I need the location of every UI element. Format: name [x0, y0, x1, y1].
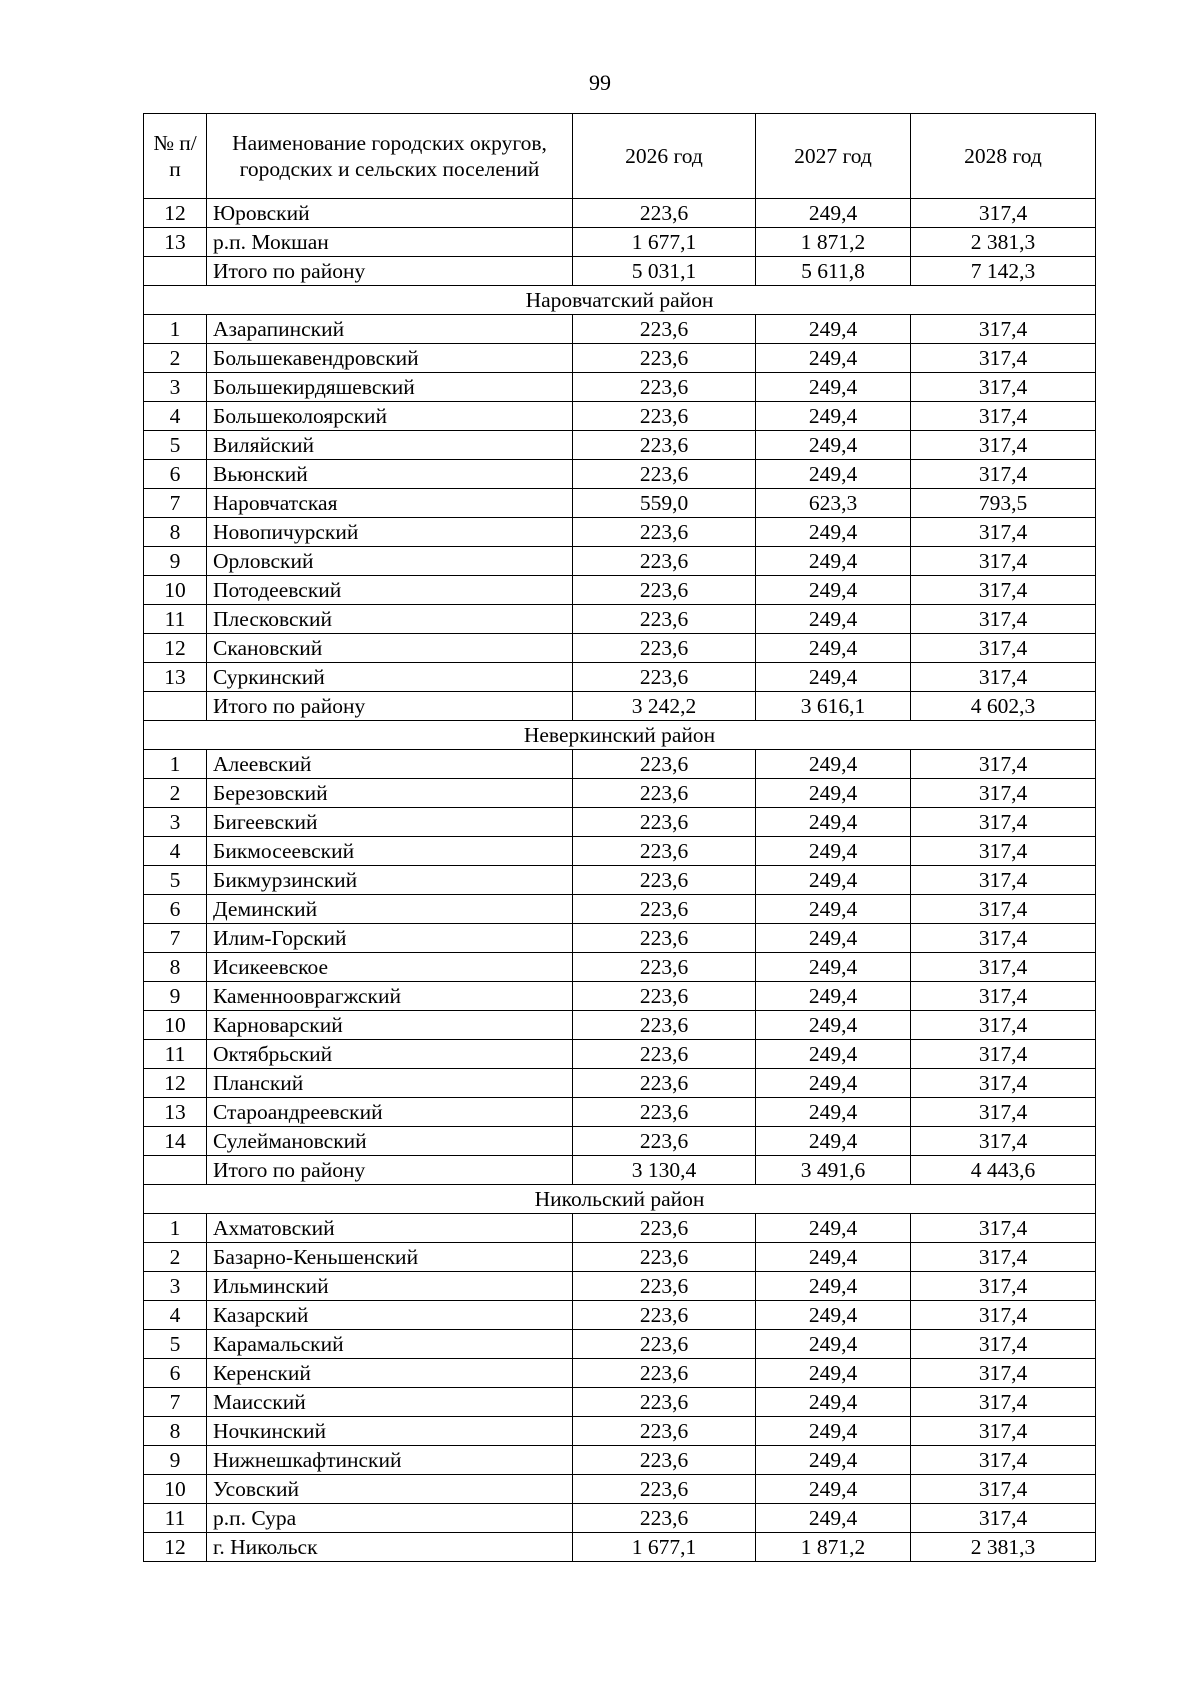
- value-2028: 317,4: [911, 982, 1096, 1011]
- settlement-name: Ахматовский: [207, 1214, 573, 1243]
- value-2026: 223,6: [573, 1011, 756, 1040]
- value-2027: 3 491,6: [756, 1156, 911, 1185]
- value-2026: 223,6: [573, 1446, 756, 1475]
- settlement-name: Октябрьский: [207, 1040, 573, 1069]
- value-2027: 249,4: [756, 779, 911, 808]
- value-2026: 223,6: [573, 924, 756, 953]
- value-2028: 317,4: [911, 924, 1096, 953]
- value-2026: 223,6: [573, 1504, 756, 1533]
- row-number: 5: [144, 431, 207, 460]
- table-row: [144, 1475, 1096, 1504]
- value-2027: 249,4: [756, 634, 911, 663]
- row-number: 12: [144, 1069, 207, 1098]
- settlement-name: Карноварский: [207, 1011, 573, 1040]
- value-2028: 317,4: [911, 576, 1096, 605]
- value-2027: 249,4: [756, 1417, 911, 1446]
- settlement-name: Исикеевское: [207, 953, 573, 982]
- value-2028: 317,4: [911, 1011, 1096, 1040]
- value-2028: 317,4: [911, 518, 1096, 547]
- value-2027: 249,4: [756, 1504, 911, 1533]
- section-title: Наровчатский район: [144, 286, 1096, 315]
- value-2027: 1 871,2: [756, 1533, 911, 1562]
- row-number: 5: [144, 1330, 207, 1359]
- table-row: [144, 431, 1096, 460]
- settlement-name: Итого по району: [207, 692, 573, 721]
- settlement-name: Бикмурзинский: [207, 866, 573, 895]
- value-2026: 223,6: [573, 779, 756, 808]
- row-number: 10: [144, 576, 207, 605]
- value-2027: 249,4: [756, 953, 911, 982]
- settlement-name: Карамальский: [207, 1330, 573, 1359]
- settlement-name: Маисский: [207, 1388, 573, 1417]
- value-2027: 249,4: [756, 199, 911, 228]
- row-number: 7: [144, 1388, 207, 1417]
- settlement-name: Каменнооврагжский: [207, 982, 573, 1011]
- settlement-name: Азарапинский: [207, 315, 573, 344]
- total-row: [144, 257, 1096, 286]
- row-number: 1: [144, 750, 207, 779]
- table-row: [144, 1533, 1096, 1562]
- value-2026: 223,6: [573, 344, 756, 373]
- row-number: 8: [144, 1417, 207, 1446]
- value-2028: 317,4: [911, 1475, 1096, 1504]
- value-2028: 317,4: [911, 750, 1096, 779]
- value-2026: 223,6: [573, 431, 756, 460]
- table-row: [144, 1127, 1096, 1156]
- table-row: [144, 547, 1096, 576]
- table-row: [144, 1011, 1096, 1040]
- table-row: [144, 837, 1096, 866]
- value-2027: 249,4: [756, 663, 911, 692]
- settlement-name: Илим-Горский: [207, 924, 573, 953]
- settlement-name: Плесковский: [207, 605, 573, 634]
- value-2028: 317,4: [911, 1301, 1096, 1330]
- value-2028: 317,4: [911, 1446, 1096, 1475]
- settlement-name: Ильминский: [207, 1272, 573, 1301]
- value-2027: 249,4: [756, 373, 911, 402]
- row-number: 3: [144, 808, 207, 837]
- value-2027: 249,4: [756, 1243, 911, 1272]
- settlement-name: р.п. Сура: [207, 1504, 573, 1533]
- value-2027: 249,4: [756, 1330, 911, 1359]
- value-2028: 317,4: [911, 1330, 1096, 1359]
- value-2028: 317,4: [911, 547, 1096, 576]
- value-2026: 223,6: [573, 1214, 756, 1243]
- value-2026: 223,6: [573, 547, 756, 576]
- value-2026: 1 677,1: [573, 1533, 756, 1562]
- settlement-name: г. Никольск: [207, 1533, 573, 1562]
- value-2027: 249,4: [756, 1040, 911, 1069]
- value-2027: 249,4: [756, 1388, 911, 1417]
- value-2026: 223,6: [573, 460, 756, 489]
- settlement-name: Сулеймановский: [207, 1127, 573, 1156]
- value-2028: 2 381,3: [911, 1533, 1096, 1562]
- value-2026: 223,6: [573, 1243, 756, 1272]
- settlement-name: Ночкинский: [207, 1417, 573, 1446]
- settlement-name: Планский: [207, 1069, 573, 1098]
- row-number: 11: [144, 605, 207, 634]
- table-row: [144, 1504, 1096, 1533]
- settlement-name: Усовский: [207, 1475, 573, 1504]
- table-row: [144, 895, 1096, 924]
- header-2028: 2028 год: [911, 114, 1096, 199]
- settlement-name: Виляйский: [207, 431, 573, 460]
- row-number: 11: [144, 1504, 207, 1533]
- table-row: [144, 1446, 1096, 1475]
- value-2026: 223,6: [573, 1475, 756, 1504]
- row-number: 11: [144, 1040, 207, 1069]
- row-number: [144, 692, 207, 721]
- value-2026: 223,6: [573, 663, 756, 692]
- row-number: 2: [144, 779, 207, 808]
- settlement-name: Алеевский: [207, 750, 573, 779]
- value-2028: 317,4: [911, 1272, 1096, 1301]
- table-row: [144, 1388, 1096, 1417]
- row-number: 12: [144, 199, 207, 228]
- settlement-name: Потодеевский: [207, 576, 573, 605]
- value-2026: 223,6: [573, 315, 756, 344]
- value-2028: 317,4: [911, 1417, 1096, 1446]
- value-2027: 249,4: [756, 1214, 911, 1243]
- table-row: [144, 1243, 1096, 1272]
- value-2028: 317,4: [911, 605, 1096, 634]
- value-2026: 223,6: [573, 518, 756, 547]
- value-2028: 317,4: [911, 402, 1096, 431]
- section-title: Никольский район: [144, 1185, 1096, 1214]
- settlement-name: Скановский: [207, 634, 573, 663]
- row-number: 14: [144, 1127, 207, 1156]
- row-number: 13: [144, 228, 207, 257]
- value-2026: 223,6: [573, 808, 756, 837]
- value-2028: 317,4: [911, 1127, 1096, 1156]
- table-row: [144, 1040, 1096, 1069]
- value-2026: 223,6: [573, 1301, 756, 1330]
- value-2028: 2 381,3: [911, 228, 1096, 257]
- row-number: 4: [144, 1301, 207, 1330]
- settlement-name: Большекавендровский: [207, 344, 573, 373]
- value-2028: 317,4: [911, 808, 1096, 837]
- row-number: 8: [144, 953, 207, 982]
- value-2028: 317,4: [911, 1359, 1096, 1388]
- settlement-name: р.п. Мокшан: [207, 228, 573, 257]
- table-row: [144, 315, 1096, 344]
- total-row: [144, 1156, 1096, 1185]
- value-2027: 249,4: [756, 1301, 911, 1330]
- value-2028: 317,4: [911, 663, 1096, 692]
- section-row: [144, 1185, 1096, 1214]
- table-row: [144, 663, 1096, 692]
- row-number: 6: [144, 895, 207, 924]
- row-number: 4: [144, 837, 207, 866]
- value-2028: 793,5: [911, 489, 1096, 518]
- table-row: [144, 460, 1096, 489]
- value-2026: 223,6: [573, 837, 756, 866]
- table-row: [144, 1214, 1096, 1243]
- value-2028: 317,4: [911, 373, 1096, 402]
- value-2028: 4 602,3: [911, 692, 1096, 721]
- value-2027: 249,4: [756, 605, 911, 634]
- value-2027: 249,4: [756, 1359, 911, 1388]
- table-row: [144, 605, 1096, 634]
- settlement-name: Итого по району: [207, 1156, 573, 1185]
- value-2026: 223,6: [573, 1127, 756, 1156]
- value-2026: 5 031,1: [573, 257, 756, 286]
- section-row: [144, 286, 1096, 315]
- table-row: [144, 1359, 1096, 1388]
- table-row: [144, 924, 1096, 953]
- table-row: [144, 576, 1096, 605]
- row-number: 3: [144, 1272, 207, 1301]
- value-2026: 223,6: [573, 1359, 756, 1388]
- table-row: [144, 1301, 1096, 1330]
- value-2027: 623,3: [756, 489, 911, 518]
- row-number: 5: [144, 866, 207, 895]
- budget-table: [143, 113, 1096, 1562]
- value-2027: 249,4: [756, 1098, 911, 1127]
- row-number: 7: [144, 924, 207, 953]
- value-2026: 223,6: [573, 634, 756, 663]
- table-row: [144, 634, 1096, 663]
- table-row: [144, 228, 1096, 257]
- row-number: 9: [144, 982, 207, 1011]
- value-2028: 317,4: [911, 344, 1096, 373]
- row-number: 1: [144, 1214, 207, 1243]
- value-2028: 317,4: [911, 1243, 1096, 1272]
- value-2026: 223,6: [573, 750, 756, 779]
- settlement-name: Бигеевский: [207, 808, 573, 837]
- table-row: [144, 1069, 1096, 1098]
- row-number: 7: [144, 489, 207, 518]
- row-number: [144, 257, 207, 286]
- table-row: [144, 808, 1096, 837]
- value-2028: 317,4: [911, 866, 1096, 895]
- table-row: [144, 1098, 1096, 1127]
- header-name: Наименование городских округов, городских и сельских поселений: [207, 114, 573, 199]
- table-row: [144, 1330, 1096, 1359]
- settlement-name: Казарский: [207, 1301, 573, 1330]
- value-2028: 317,4: [911, 895, 1096, 924]
- value-2028: 317,4: [911, 1040, 1096, 1069]
- value-2028: 317,4: [911, 779, 1096, 808]
- value-2028: 4 443,6: [911, 1156, 1096, 1185]
- row-number: 6: [144, 460, 207, 489]
- table-row: [144, 489, 1096, 518]
- page-number: 99: [589, 70, 611, 95]
- value-2026: 223,6: [573, 373, 756, 402]
- value-2027: 249,4: [756, 808, 911, 837]
- value-2027: 249,4: [756, 518, 911, 547]
- value-2026: 223,6: [573, 866, 756, 895]
- table-header: [144, 114, 1096, 199]
- value-2027: 249,4: [756, 431, 911, 460]
- value-2026: 223,6: [573, 1388, 756, 1417]
- value-2026: 223,6: [573, 953, 756, 982]
- value-2027: 249,4: [756, 1272, 911, 1301]
- value-2027: 249,4: [756, 750, 911, 779]
- value-2026: 223,6: [573, 1272, 756, 1301]
- value-2027: 249,4: [756, 1069, 911, 1098]
- value-2026: 223,6: [573, 199, 756, 228]
- value-2026: 3 130,4: [573, 1156, 756, 1185]
- value-2027: 249,4: [756, 576, 911, 605]
- value-2026: 223,6: [573, 1040, 756, 1069]
- settlement-name: Керенский: [207, 1359, 573, 1388]
- value-2028: 317,4: [911, 1388, 1096, 1417]
- value-2026: 559,0: [573, 489, 756, 518]
- header-num: № п/п: [144, 114, 207, 199]
- value-2028: 317,4: [911, 1069, 1096, 1098]
- value-2027: 249,4: [756, 866, 911, 895]
- value-2028: 317,4: [911, 634, 1096, 663]
- settlement-name: Вьюнский: [207, 460, 573, 489]
- value-2026: 223,6: [573, 1098, 756, 1127]
- settlement-name: Большекирдяшевский: [207, 373, 573, 402]
- value-2026: 223,6: [573, 982, 756, 1011]
- section-title: Неверкинский район: [144, 721, 1096, 750]
- value-2027: 249,4: [756, 982, 911, 1011]
- row-number: 12: [144, 1533, 207, 1562]
- value-2027: 249,4: [756, 837, 911, 866]
- value-2028: 317,4: [911, 1098, 1096, 1127]
- value-2026: 223,6: [573, 1417, 756, 1446]
- value-2027: 5 611,8: [756, 257, 911, 286]
- value-2027: 1 871,2: [756, 228, 911, 257]
- table-row: [144, 344, 1096, 373]
- value-2027: 249,4: [756, 1446, 911, 1475]
- value-2027: 249,4: [756, 547, 911, 576]
- settlement-name: Суркинский: [207, 663, 573, 692]
- table-row: [144, 982, 1096, 1011]
- value-2026: 1 677,1: [573, 228, 756, 257]
- value-2027: 249,4: [756, 1475, 911, 1504]
- value-2027: 3 616,1: [756, 692, 911, 721]
- table-body: [144, 199, 1096, 1562]
- value-2027: 249,4: [756, 1011, 911, 1040]
- value-2027: 249,4: [756, 460, 911, 489]
- header-row: [144, 114, 1096, 199]
- row-number: 13: [144, 1098, 207, 1127]
- value-2026: 223,6: [573, 605, 756, 634]
- settlement-name: Бикмосеевский: [207, 837, 573, 866]
- settlement-name: Большеколоярский: [207, 402, 573, 431]
- value-2027: 249,4: [756, 924, 911, 953]
- settlement-name: Нижнешкафтинский: [207, 1446, 573, 1475]
- settlement-name: Юровский: [207, 199, 573, 228]
- table-row: [144, 373, 1096, 402]
- row-number: 2: [144, 1243, 207, 1272]
- value-2026: 3 242,2: [573, 692, 756, 721]
- table-row: [144, 866, 1096, 895]
- settlement-name: Орловский: [207, 547, 573, 576]
- row-number: 3: [144, 373, 207, 402]
- table-row: [144, 199, 1096, 228]
- row-number: 4: [144, 402, 207, 431]
- row-number: 6: [144, 1359, 207, 1388]
- value-2027: 249,4: [756, 1127, 911, 1156]
- value-2028: 317,4: [911, 431, 1096, 460]
- row-number: 1: [144, 315, 207, 344]
- table-row: [144, 518, 1096, 547]
- row-number: 10: [144, 1475, 207, 1504]
- settlement-name: Базарно-Кеньшенский: [207, 1243, 573, 1272]
- table-row: [144, 1272, 1096, 1301]
- row-number: 8: [144, 518, 207, 547]
- value-2026: 223,6: [573, 1069, 756, 1098]
- table-row: [144, 953, 1096, 982]
- row-number: 9: [144, 547, 207, 576]
- value-2027: 249,4: [756, 895, 911, 924]
- value-2028: 317,4: [911, 837, 1096, 866]
- value-2026: 223,6: [573, 1330, 756, 1359]
- table-row: [144, 750, 1096, 779]
- value-2026: 223,6: [573, 895, 756, 924]
- settlement-name: Деминский: [207, 895, 573, 924]
- header-2027: 2027 год: [756, 114, 911, 199]
- row-number: 9: [144, 1446, 207, 1475]
- value-2026: 223,6: [573, 576, 756, 605]
- value-2027: 249,4: [756, 402, 911, 431]
- table-row: [144, 402, 1096, 431]
- value-2028: 317,4: [911, 315, 1096, 344]
- value-2026: 223,6: [573, 402, 756, 431]
- table-row: [144, 1417, 1096, 1446]
- settlement-name: Березовский: [207, 779, 573, 808]
- settlement-name: Итого по району: [207, 257, 573, 286]
- section-row: [144, 721, 1096, 750]
- row-number: 2: [144, 344, 207, 373]
- settlement-name: Наровчатская: [207, 489, 573, 518]
- row-number: [144, 1156, 207, 1185]
- settlement-name: Новопичурский: [207, 518, 573, 547]
- row-number: 10: [144, 1011, 207, 1040]
- value-2028: 317,4: [911, 460, 1096, 489]
- value-2028: 317,4: [911, 1214, 1096, 1243]
- row-number: 12: [144, 634, 207, 663]
- value-2028: 317,4: [911, 199, 1096, 228]
- value-2028: 317,4: [911, 953, 1096, 982]
- settlement-name: Староандреевский: [207, 1098, 573, 1127]
- value-2027: 249,4: [756, 315, 911, 344]
- value-2028: 7 142,3: [911, 257, 1096, 286]
- table-row: [144, 779, 1096, 808]
- value-2027: 249,4: [756, 344, 911, 373]
- header-2026: 2026 год: [573, 114, 756, 199]
- total-row: [144, 692, 1096, 721]
- row-number: 13: [144, 663, 207, 692]
- value-2028: 317,4: [911, 1504, 1096, 1533]
